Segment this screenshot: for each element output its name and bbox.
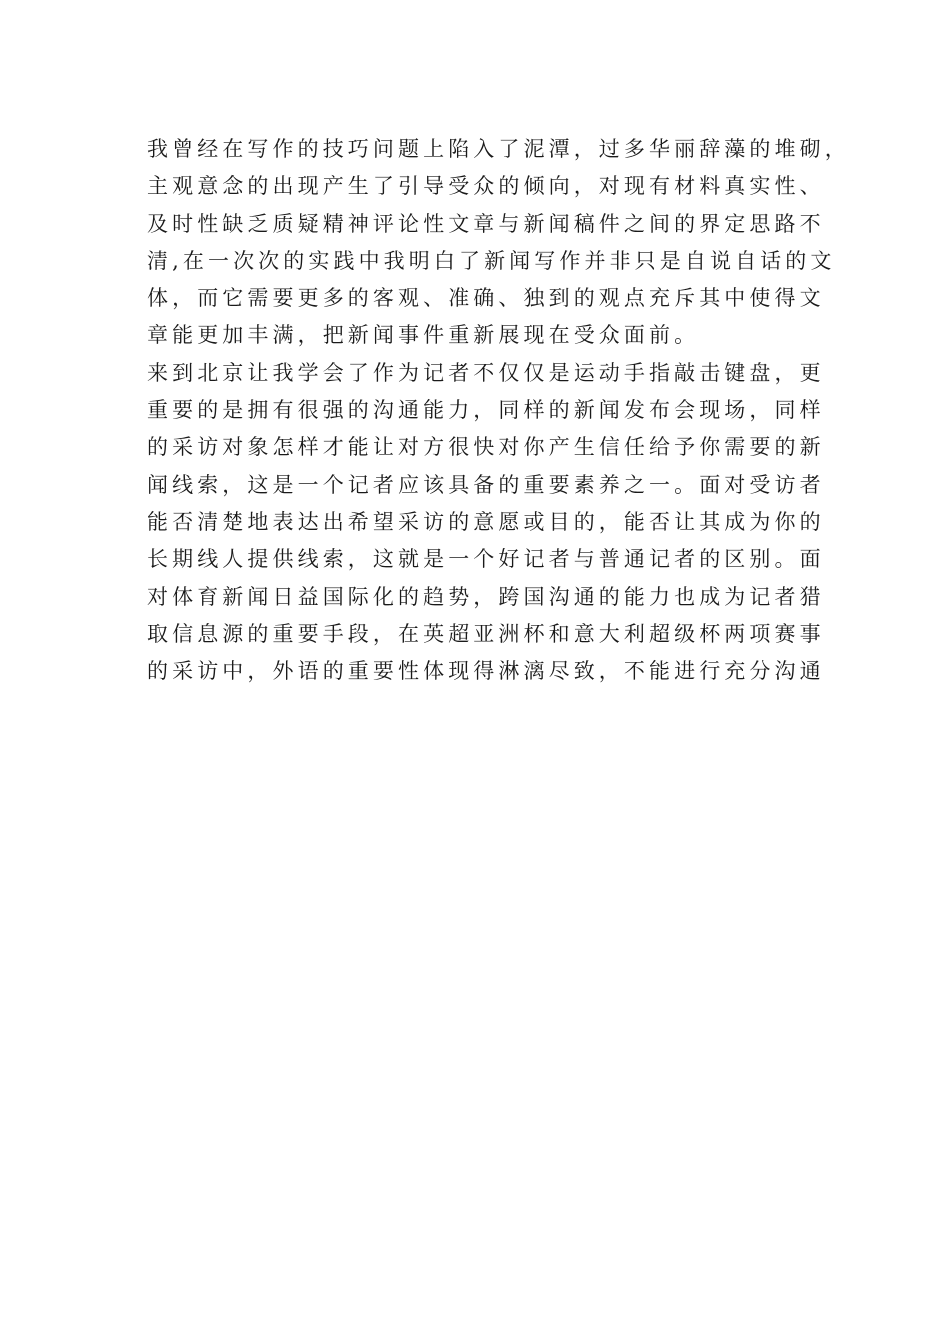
text-line-13: 对体育新闻日益国际化的趋势，跨国沟通的能力也成为记者猎 bbox=[147, 584, 825, 609]
text-line-11: 能否清楚地表达出希望采访的意愿或目的，能否让其成为你的 bbox=[147, 509, 825, 534]
text-line-14: 取信息源的重要手段，在英超亚洲杯和意大利超级杯两项赛事 bbox=[147, 621, 825, 646]
text-line-7: 来到北京让我学会了作为记者不仅仅是运动手指敲击键盘，更 bbox=[147, 360, 825, 385]
text-line-2: 主观意念的出现产生了引导受众的倾向，对现有材料真实性、 bbox=[147, 174, 825, 199]
text-line-8: 重要的是拥有很强的沟通能力，同样的新闻发布会现场，同样 bbox=[147, 398, 825, 423]
text-line-3: 及时性缺乏质疑精神评论性文章与新闻稿件之间的界定思路不 bbox=[147, 211, 825, 236]
text-line-5: 体，而它需要更多的客观、准确、独到的观点充斥其中使得文 bbox=[147, 286, 825, 311]
text-line-6: 章能更加丰满，把新闻事件重新展现在受众面前。 bbox=[147, 323, 700, 348]
text-line-15: 的采访中，外语的重要性体现得淋漓尽致，不能进行充分沟通 bbox=[147, 659, 825, 684]
text-line-10: 闻线索，这是一个记者应该具备的重要素养之一。面对受访者 bbox=[147, 472, 825, 497]
text-line-4: 清,在一次次的实践中我明白了新闻写作并非只是自说自话的文 bbox=[147, 248, 836, 273]
text-line-9: 的采访对象怎样才能让对方很快对你产生信任给予你需要的新 bbox=[147, 435, 825, 460]
text-line-12: 长期线人提供线索，这就是一个好记者与普通记者的区别。面 bbox=[147, 547, 825, 572]
body-text bbox=[147, 131, 850, 690]
text-line-1: 我曾经在写作的技巧问题上陷入了泥潭，过多华丽辞藻的堆砌， bbox=[147, 137, 850, 161]
